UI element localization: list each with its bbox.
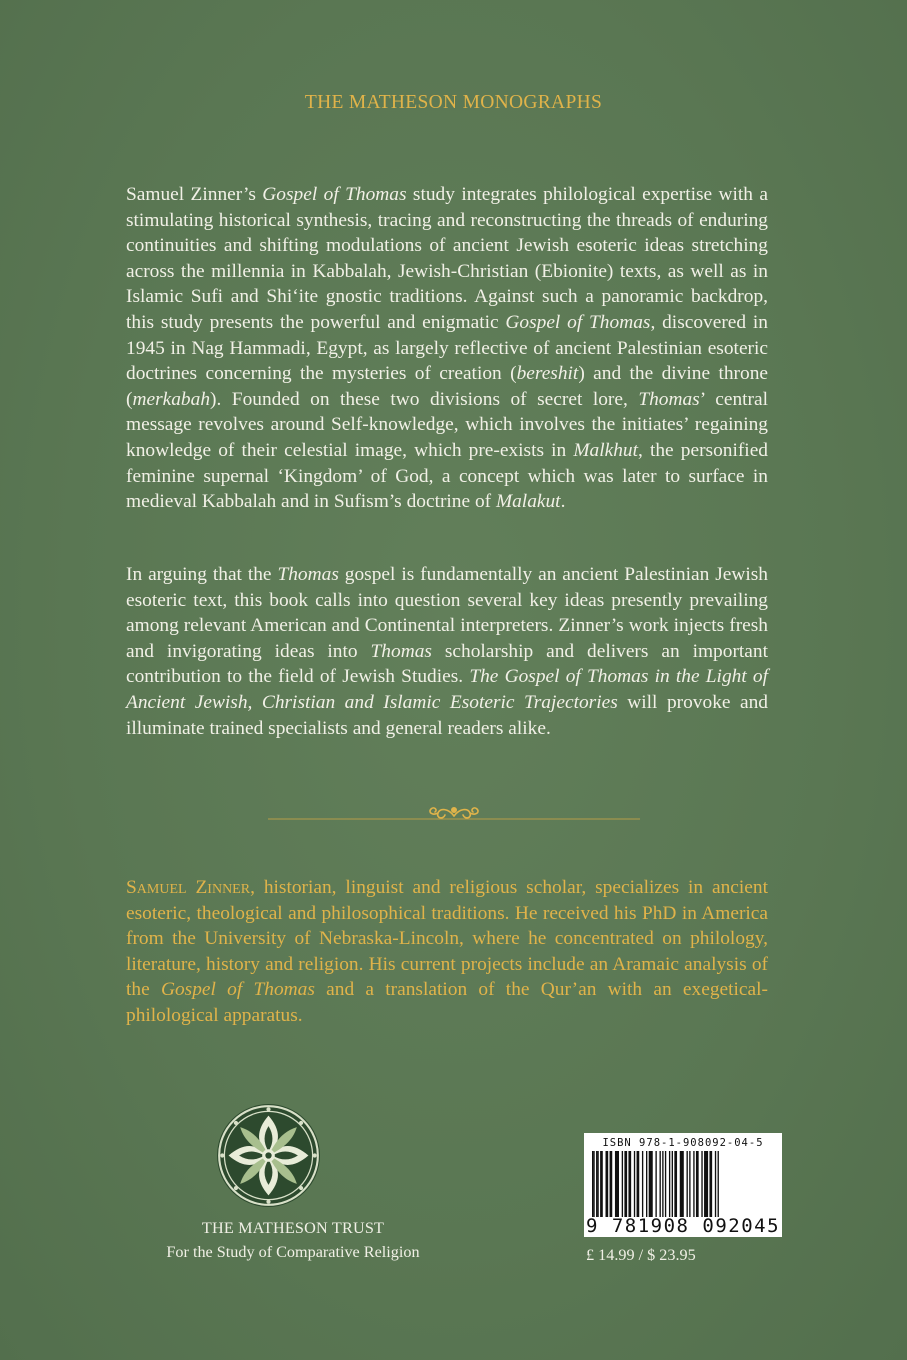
series-title: THE MATHESON MONOGRAPHS	[304, 92, 603, 113]
description-text-1: Samuel Zinner’s Gospel of Thomas study integrates philological expertise with a stimulating historical synthesis, tracing and reconstructing the threads of enduring continuities and shifting modulations of ancient Jewish esoteric ideas stretching across the millennia in Kabbalah, Jewish-Christian (Ebionite) texts, as well as in Islamic Sufi and Shiʻite gnostic traditions. Against such a panoramic backdrop, this study presents the powerful and enigmatic Gospel of Thomas, discovered in 1945 in Nag Hammadi, Egypt, as largely reflective of ancient Palestinian esoteric doctrines concerning the mysteries of creation (bereshit) and the divine throne (merkabah). Founded on these two divisions of secret lore, Thomas’ central message revolves around Self-knowledge, which involves the initiates’ regaining knowledge of their celestial image, which pre-exists in Malkhut, the personified feminine supernal ‘Kingdom’ of God, a concept which was later to surface in medieval Kabbalah and in Sufism’s doctrine of Malakut.	[126, 184, 768, 513]
publisher-subtitle: For the Study of Comparative Religion	[166, 1243, 420, 1261]
author-bio	[126, 875, 768, 1029]
barcode-digits: 9 781908 092045	[585, 1215, 781, 1237]
ornament-divider	[268, 798, 640, 826]
isbn-label: ISBN 978-1-908092-04-5	[602, 1137, 764, 1149]
publisher-name: THE MATHESON TRUST	[201, 1219, 385, 1237]
barcode-bars	[590, 1151, 776, 1219]
description-paragraph-1	[126, 182, 768, 515]
author-bio-text: Samuel Zinner, historian, linguist and religious scholar, specializes in ancient esoteric, theological and philosophical traditions. He received his PhD in America from the University of Nebraska-Lincoln, where he concentrated on philology, literature, history and religion. His current projects include an Aramaic analysis of the Gospel of Thomas and a translation of the Qur’an with an exegetical-philological apparatus.	[126, 877, 768, 1026]
description-text-2: In arguing that the Thomas gospel is fundamentally an ancient Palestinian Jewish esoteric text, this book calls into question several key ideas presently prevailing among relevant American and Continental interpreters. Zinner’s work injects fresh and invigorating ideas into Thomas scholarship and delivers an important contribution to the field of Jewish Studies. The Gospel of Thomas in the Light of Ancient Jewish, Christian and Islamic Esoteric Trajectories will provoke and illuminate trained specialists and general readers alike.	[126, 564, 769, 739]
matheson-trust-emblem-icon	[216, 1103, 321, 1208]
description-paragraph-2	[126, 562, 768, 741]
price: £ 14.99 / $ 23.95	[586, 1246, 696, 1264]
isbn-barcode	[584, 1133, 782, 1237]
